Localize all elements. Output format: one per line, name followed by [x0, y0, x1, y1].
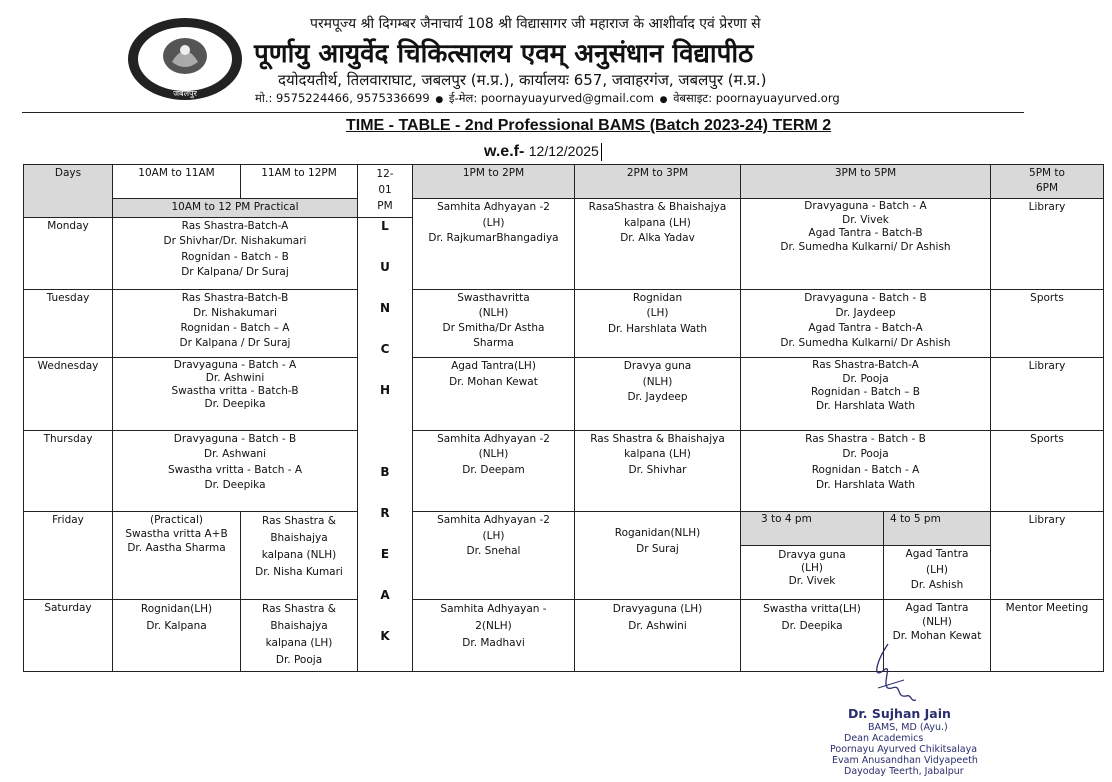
day-saturday: Saturday — [24, 599, 113, 671]
contact-phone: मो.: 9575224466, 9575336699 — [255, 91, 430, 105]
slot-header-5-6: 5PM to 6PM — [991, 165, 1104, 199]
institute-title: पूर्णायु आयुर्वेद चिकित्सालय एवम् अनुसंधान विद्यापीठ — [254, 39, 754, 69]
saturday-m2: Ras Shastra & Bhaishajya kalpana (LH) Dr. Pooja — [241, 599, 358, 671]
thursday-p2: Ras Shastra & Bhaishajya kalpana (LH) Dr. Shivhar — [575, 430, 741, 512]
slot-header-lunch: 12- 01 PM — [358, 165, 413, 218]
monday-p1: Samhita Adhyayan -2 (LH) Dr. RajkumarBhangadiya — [413, 199, 575, 290]
monday-morning: Ras Shastra-Batch-A Dr Shivhar/Dr. Nishakumari Rognidan - Batch - B Dr Kalpana/ Dr Suraj — [113, 217, 358, 289]
institute-logo — [126, 16, 244, 102]
timetable-title: TIME - TABLE - 2nd Professional BAMS (Batch 2023-24) TERM 2 — [346, 117, 832, 134]
saturday-m1: Rognidan(LH) Dr. Kalpana — [113, 599, 241, 671]
tuesday-morning: Ras Shastra-Batch-B Dr. Nishakumari Rognidan - Batch – A Dr Kalpana / Dr Suraj — [113, 289, 358, 357]
day-tuesday: Tuesday — [24, 289, 113, 357]
friday-m1: (Practical) Swastha vritta A+B Dr. Aastha Sharma — [113, 512, 241, 600]
slot-header-2-3: 2PM to 3PM — [575, 165, 741, 199]
thursday-p1: Samhita Adhyayan -2 (NLH) Dr. Deepam — [413, 430, 575, 512]
slot-header-1-2: 1PM to 2PM — [413, 165, 575, 199]
friday-p2: Roganidan(NLH) Dr Suraj — [575, 512, 741, 600]
day-friday: Friday — [24, 512, 113, 600]
logo-caption: जबलपुर — [173, 89, 197, 98]
wednesday-p3: Ras Shastra-Batch-A Dr. Pooja Rognidan - Batch – B Dr. Harshlata Wath — [741, 358, 991, 430]
friday-slot-4-5-header: 4 to 5 pm — [884, 512, 990, 546]
day-monday: Monday — [24, 217, 113, 289]
friday-p3a: 3 to 4 pm Dravya guna (LH) Dr. Vivek — [741, 512, 884, 600]
lunch-break-column: L U N C H B R E A K — [358, 217, 413, 671]
dean-signature-block — [826, 640, 986, 780]
header-blessing: परमपूज्य श्री दिगम्बर जैनाचार्य 108 श्री विद्यासागर जी महाराज के आशीर्वाद एवं प्रेरणा से — [310, 16, 761, 32]
tuesday-p2: Rognidan (LH) Dr. Harshlata Wath — [575, 289, 741, 357]
tuesday-p4: Sports — [991, 289, 1104, 357]
tuesday-p3: Dravyaguna - Batch - B Dr. Jaydeep Agad Tantra - Batch-A Dr. Sumedha Kulkarni/ Dr Ashish — [741, 289, 991, 357]
saturday-p4: Mentor Meeting — [991, 599, 1104, 671]
day-thursday: Thursday — [24, 430, 113, 512]
practical-header: 10AM to 12 PM Practical — [113, 199, 358, 218]
wednesday-p4: Library — [991, 358, 1104, 430]
thursday-p3: Ras Shastra - Batch - B Dr. Pooja Rognidan - Batch - A Dr. Harshlata Wath — [741, 430, 991, 512]
slot-header-10-11: 10AM to 11AM — [113, 165, 241, 199]
signatory-org-3: Dayoday Teerth, Jabalpur — [844, 766, 964, 777]
institute-address: दयोदयतीर्थ, तिलवाराघाट, जबलपुर (म.प्र.), कार्यालयः 657, जवाहरगंज, जबलपुर (म.प्र.) — [278, 71, 767, 89]
saturday-p2: Dravyaguna (LH) Dr. Ashwini — [575, 599, 741, 671]
wef-label: w.e.f- — [484, 143, 525, 161]
monday-p2: RasaShastra & Bhaishajya kalpana (LH) Dr. Alka Yadav — [575, 199, 741, 290]
monday-p3: Dravyaguna - Batch - A Dr. Vivek Agad Tantra - Batch-B Dr. Sumedha Kulkarni/ Dr Ashish — [741, 199, 991, 290]
signature-scribble-icon — [826, 640, 986, 710]
contact-website[interactable]: वेबसाइट: poornayuayurved.org — [673, 91, 840, 105]
wednesday-p2: Dravya guna (NLH) Dr. Jaydeep — [575, 358, 741, 430]
effective-date — [484, 143, 602, 161]
tuesday-p1: Swasthavritta (NLH) Dr Smitha/Dr Astha Sharma — [413, 289, 575, 357]
signatory-org-2: Evam Anusandhan Vidyapeeth — [832, 755, 978, 766]
friday-slot-3-4-header: 3 to 4 pm — [741, 512, 883, 546]
signatory-degree: BAMS, MD (Ayu.) — [868, 722, 948, 733]
header-divider — [22, 112, 1024, 113]
text-cursor — [601, 143, 602, 161]
days-header: Days — [24, 165, 113, 218]
friday-p3b: 4 to 5 pm Agad Tantra (LH) Dr. Ashish — [884, 512, 991, 600]
friday-p1: Samhita Adhyayan -2 (LH) Dr. Snehal — [413, 512, 575, 600]
bullet-icon: ● — [659, 95, 668, 105]
wednesday-p1: Agad Tantra(LH) Dr. Mohan Kewat — [413, 358, 575, 430]
friday-m2: Ras Shastra & Bhaishajya kalpana (NLH) Dr. Nisha Kumari — [241, 512, 358, 600]
signatory-role: Dean Academics — [844, 733, 924, 744]
signatory-name: Dr. Sujhan Jain — [848, 706, 951, 721]
thursday-p4: Sports — [991, 430, 1104, 512]
wednesday-morning: Dravyaguna - Batch - A Dr. Ashwini Swastha vritta - Batch-B Dr. Deepika — [113, 358, 358, 430]
day-wednesday: Wednesday — [24, 358, 113, 430]
timetable-grid — [23, 164, 1104, 672]
saturday-p3b: Agad Tantra (NLH) Dr. Mohan Kewat — [884, 599, 991, 671]
wef-date[interactable]: 12/12/2025 — [528, 143, 599, 160]
thursday-morning: Dravyaguna - Batch - B Dr. Ashwani Swastha vritta - Batch - A Dr. Deepika — [113, 430, 358, 512]
contact-email[interactable]: ई-मेल: poornayuayurved@gmail.com — [448, 91, 654, 105]
saturday-p1: Samhita Adhyayan - 2(NLH) Dr. Madhavi — [413, 599, 575, 671]
signatory-org-1: Poornayu Ayurved Chikitsalaya — [830, 744, 978, 755]
contact-line — [255, 91, 840, 106]
slot-header-3-5: 3PM to 5PM — [741, 165, 991, 199]
bullet-icon: ● — [435, 95, 444, 105]
friday-p4: Library — [991, 512, 1104, 600]
monday-p4: Library — [991, 199, 1104, 290]
saturday-p3a: Swastha vritta(LH) Dr. Deepika — [741, 599, 884, 671]
slot-header-11-12: 11AM to 12PM — [241, 165, 358, 199]
